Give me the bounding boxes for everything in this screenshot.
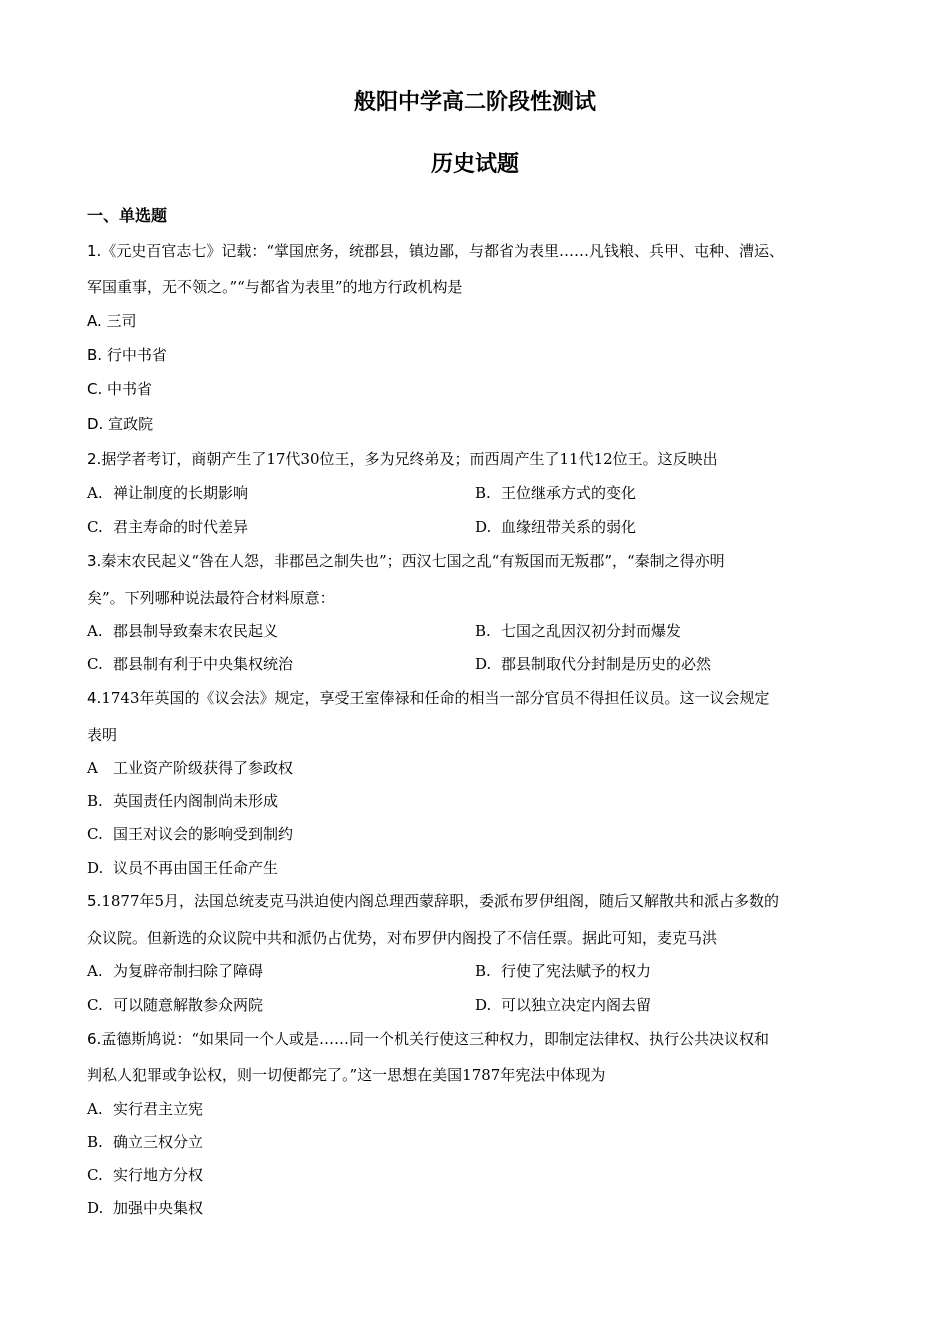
option-label: B. — [475, 622, 491, 640]
question-5-option-d[interactable] — [475, 994, 651, 1016]
question-text: 1877年5月，法国总统麦克马洪迫使内阁总理西蒙辞职，委派布罗伊组阁，随后又解散共和派占多数的 — [101, 892, 780, 910]
option-label: C. — [87, 996, 103, 1014]
question-number: 5. — [87, 892, 102, 910]
question-5-option-a[interactable] — [87, 960, 263, 982]
question-text: 据学者考订，商朝产生了17代30位王，多为兄终弟及；而西周产生了11代12位王。这反映出 — [101, 450, 718, 468]
option-text: 为复辟帝制扫除了障碍 — [113, 962, 264, 980]
option-label: D. — [475, 518, 492, 536]
question-1-line-1 — [87, 240, 784, 262]
exam-title: 般阳中学高二阶段性测试 — [353, 90, 596, 115]
option-label: D. — [475, 655, 492, 673]
option-text: 英国责任内阁制尚未形成 — [113, 792, 279, 810]
question-3-line-1 — [87, 550, 725, 572]
question-2-option-b[interactable] — [475, 482, 636, 504]
option-text: 王位继承方式的变化 — [501, 484, 637, 502]
option-text: 行使了宪法赋予的权力 — [501, 962, 652, 980]
option-text: 议员不再由国王任命产生 — [113, 859, 279, 877]
question-2-option-c[interactable] — [87, 516, 248, 538]
option-label: B. — [87, 792, 103, 810]
option-text: 宣政院 — [108, 415, 154, 433]
option-label: A — [87, 759, 98, 777]
option-text: 可以独立决定内阁去留 — [501, 996, 652, 1014]
question-5-option-c[interactable] — [87, 994, 263, 1016]
option-text: 三司 — [106, 312, 137, 330]
question-number: 3. — [87, 552, 102, 570]
question-text: 秦末农民起义“咎在人怨，非郡邑之制失也”；西汉七国之乱“有叛国而无叛郡”，“秦制之得亦明 — [101, 552, 725, 570]
question-4-line-2: 表明 — [87, 726, 118, 744]
option-text: 七国之乱因汉初分封而爆发 — [501, 622, 682, 640]
question-1-line-2: 军国重事，无不领之。”“与都省为表里”的地方行政机构是 — [87, 278, 463, 296]
option-label: B. — [475, 962, 491, 980]
question-1-option-b[interactable] — [87, 344, 167, 366]
question-4-line-1 — [87, 687, 770, 709]
question-number: 2. — [87, 450, 102, 468]
option-text: 国王对议会的影响受到制约 — [113, 825, 294, 843]
option-text: 君主寿命的时代差异 — [113, 518, 249, 536]
question-3-option-b[interactable] — [475, 620, 681, 642]
option-label: A. — [87, 622, 103, 640]
question-6-line-1 — [87, 1028, 769, 1050]
question-5-option-b[interactable] — [475, 960, 651, 982]
question-6-option-d[interactable] — [87, 1197, 203, 1219]
option-text: 可以随意解散参众两院 — [113, 996, 264, 1014]
option-text: 郡县制导致秦末农民起义 — [113, 622, 279, 640]
question-6-option-c[interactable] — [87, 1164, 203, 1186]
question-3-line-2: 矣”。下列哪种说法最符合材料原意： — [87, 589, 335, 607]
question-1-option-c[interactable] — [87, 378, 152, 400]
option-label: A. — [87, 962, 103, 980]
question-6-line-2: 判私人犯罪或争讼权，则一切便都完了。”这一思想在美国1787年宪法中体现为 — [87, 1066, 606, 1084]
question-3-option-a[interactable] — [87, 620, 278, 642]
option-label: A. — [87, 484, 103, 502]
option-label: A. — [87, 1100, 103, 1118]
option-label: B. — [475, 484, 491, 502]
option-label: C. — [87, 655, 103, 673]
option-text: 血缘纽带关系的弱化 — [501, 518, 637, 536]
option-label: D. — [87, 415, 104, 433]
option-text: 加强中央集权 — [113, 1199, 204, 1217]
question-5-line-1 — [87, 890, 779, 912]
option-text: 实行君主立宪 — [113, 1100, 204, 1118]
question-2-option-d[interactable] — [475, 516, 636, 538]
question-1-option-a[interactable] — [87, 310, 137, 332]
option-label: D. — [87, 1199, 104, 1217]
question-number: 6. — [87, 1030, 102, 1048]
option-text: 禅让制度的长期影响 — [113, 484, 249, 502]
option-text: 工业资产阶级获得了参政权 — [113, 759, 294, 777]
question-2-option-a[interactable] — [87, 482, 248, 504]
exam-subtitle: 历史试题 — [430, 152, 519, 177]
question-1-option-d[interactable] — [87, 413, 153, 435]
option-text: 郡县制有利于中央集权统治 — [113, 655, 294, 673]
option-label: D. — [475, 996, 492, 1014]
question-number: 4. — [87, 689, 102, 707]
question-2-line-1 — [87, 448, 718, 470]
question-3-option-d[interactable] — [475, 653, 711, 675]
question-4-option-a[interactable] — [87, 757, 293, 779]
question-4-option-c[interactable] — [87, 823, 293, 845]
question-3-option-c[interactable] — [87, 653, 293, 675]
question-text: 孟德斯鸠说：“如果同一个人或是……同一个机关行使这三种权力，即制定法律权、执行公共决议权和 — [101, 1030, 769, 1048]
option-label: C. — [87, 1166, 103, 1184]
option-label: A. — [87, 312, 102, 330]
section-heading: 一、单选题 — [87, 206, 168, 225]
question-text: 《元史百官志七》记载：“掌国庶务，统郡县，镇边鄙，与都省为表里……凡钱粮、兵甲、屯种、漕运、 — [101, 242, 784, 260]
question-5-line-2: 众议院。但新选的众议院中共和派仍占优势，对布罗伊内阁投了不信任票。据此可知，麦克马洪 — [87, 929, 718, 947]
option-text: 确立三权分立 — [113, 1133, 204, 1151]
option-label: B. — [87, 1133, 103, 1151]
option-label: B. — [87, 346, 103, 364]
option-text: 行中书省 — [106, 346, 167, 364]
question-4-option-b[interactable] — [87, 790, 278, 812]
option-text: 郡县制取代分封制是历史的必然 — [501, 655, 712, 673]
question-number: 1. — [87, 242, 102, 260]
option-text: 中书省 — [107, 380, 153, 398]
question-6-option-a[interactable] — [87, 1098, 203, 1120]
question-6-option-b[interactable] — [87, 1131, 203, 1153]
option-label: C. — [87, 380, 103, 398]
option-label: C. — [87, 825, 103, 843]
question-4-option-d[interactable] — [87, 857, 278, 879]
question-text: 1743年英国的《议会法》规定，享受王室俸禄和任命的相当一部分官员不得担任议员。这一议会规定 — [101, 689, 770, 707]
option-label: D. — [87, 859, 104, 877]
option-label: C. — [87, 518, 103, 536]
option-text: 实行地方分权 — [113, 1166, 204, 1184]
